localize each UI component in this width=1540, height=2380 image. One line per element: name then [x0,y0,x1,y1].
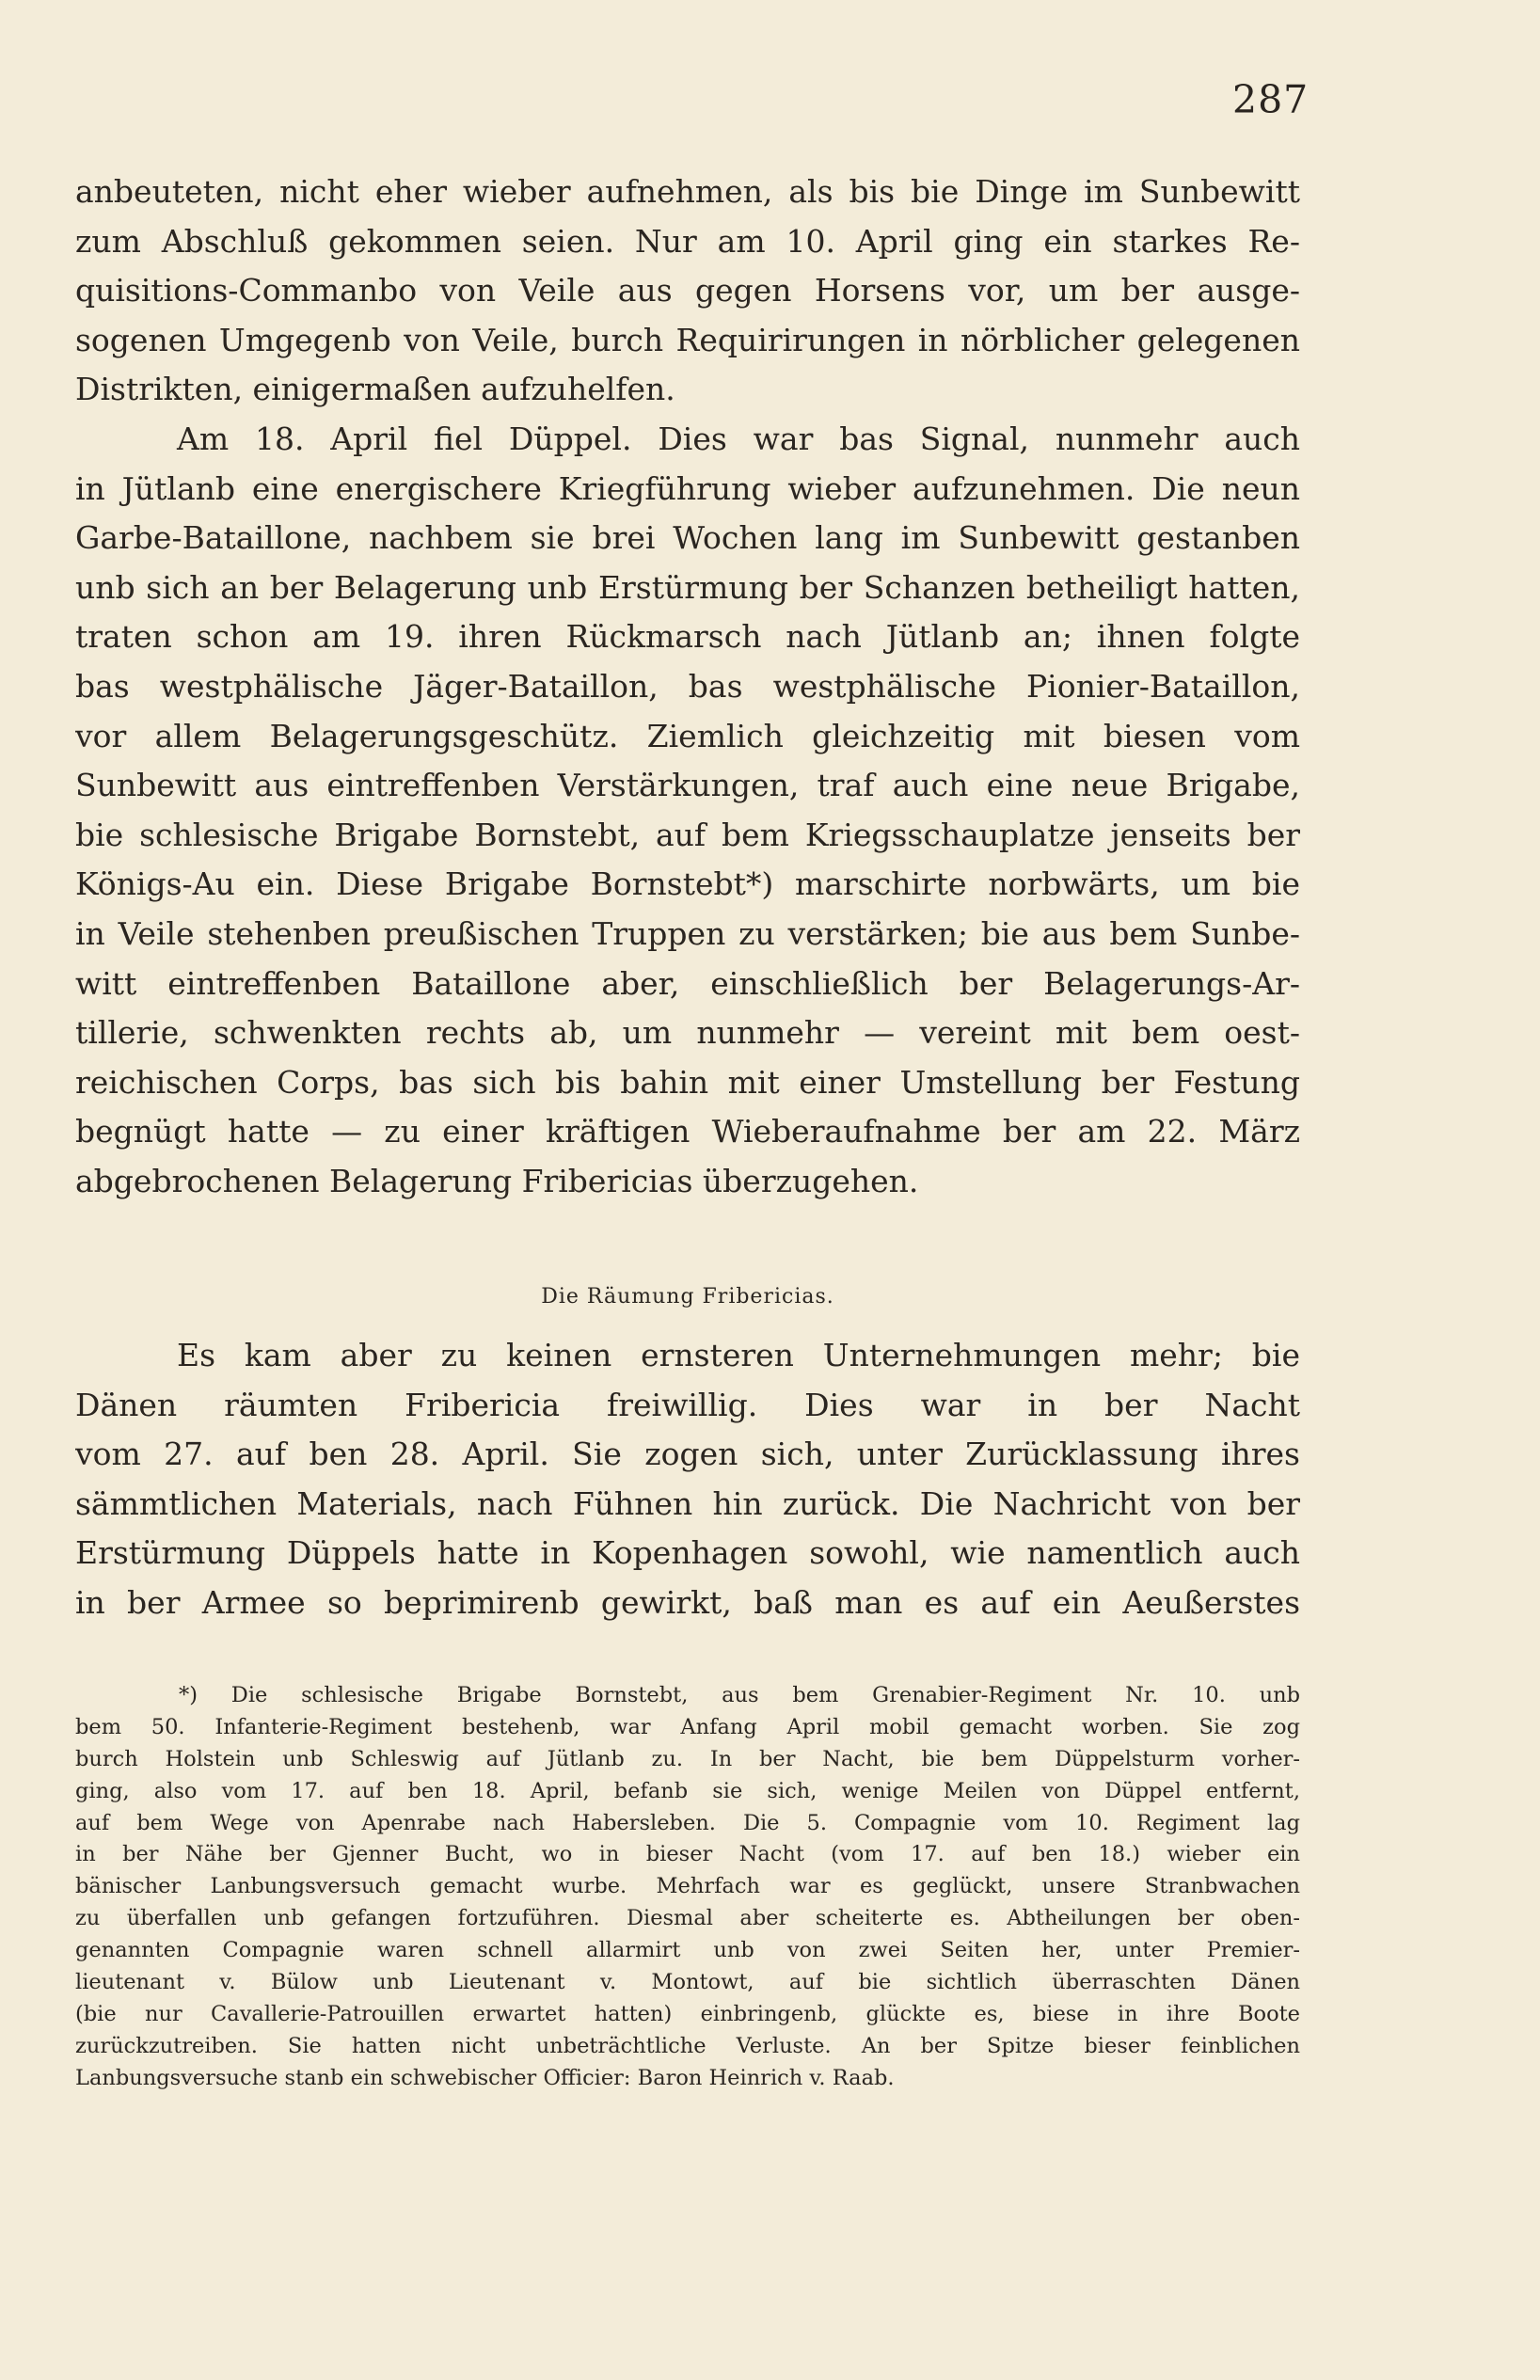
body-text-lower [75,1331,1300,1628]
text-line: in ber Armee so beprimirenb gewirkt, baß man es auf ein Aeußerstes [75,1583,1300,1621]
text-line: tillerie, schwenkten rechts ab, um nunmehr — vereint mit bem oest- [75,1014,1300,1052]
text-line: Am 18. April fiel Düppel. Dies war bas Signal, nunmehr auch [177,420,1300,457]
footnote-line: in ber Nähe ber Gjenner Bucht, wo in bieser Nacht (vom 17. auf ben 18.) wieber ein [75,1842,1300,1867]
text-line: unb sich an ber Belagerung unb Erstürmung ber Schanzen betheiligt hatten, [75,568,1300,606]
text-line: Sunbewitt aus eintreffenben Verstärkungen, traf auch eine neue Brigabe, [75,767,1300,804]
footnote-line: bänischer Lanbungsversuch gemacht wurbe. Mehrfach war es geglückt, unsere Stranbwachen [75,1874,1300,1899]
footnote-line: Lanbungsversuche stanb ein schwebischer Officier: Baron Heinrich v. Raab. [75,2065,895,2090]
footnote-line: genannten Compagnie waren schnell allarmirt unb von zwei Seiten her, unter Premier- [75,1938,1300,1963]
footnote-line: (bie nur Cavallerie-Patrouillen erwartet hatten) einbringenb, glückte es, biese in ihre Boote [75,2001,1300,2026]
text-line: Distrikten, einigermaßen aufzuhelfen. [75,371,675,408]
footnote-line: auf bem Wege von Apenrabe nach Habersleben. Die 5. Compagnie vom 10. Regiment lag [75,1810,1300,1835]
text-line: traten schon am 19. ihren Rückmarsch nach Jütlanb an; ihnen folgte [75,618,1300,656]
text-line: Königs-Au ein. Diese Brigabe Bornstebt*) marschirte norbwärts, um bie [75,865,1300,903]
text-line: witt eintreffenben Bataillone aber, einschließlich ber Belagerungs-Ar- [75,964,1300,1002]
text-line: Es kam aber zu keinen ernsteren Unternehmungen mehr; bie [177,1337,1300,1373]
footnote-line: bem 50. Infanterie-Regiment bestehenb, war Anfang April mobil gemacht worben. Sie zog [75,1714,1300,1739]
side-heading: Die Räumung Fribericias. [541,1285,834,1309]
text-line: sämmtlichen Materials, nach Fühnen hin zurück. Die Nachricht von ber [75,1484,1300,1522]
text-line: Erstürmung Düppels hatte in Kopenhagen sowohl, wie namentlich auch [75,1534,1300,1572]
footnote-line: burch Holstein unb Schleswig auf Jütlanb zu. In ber Nacht, bie bem Düppelsturm vorher- [75,1746,1300,1771]
text-line: vom 27. auf ben 28. April. Sie zogen sich, unter Zurücklassung ihres [75,1436,1300,1473]
body-text-upper [75,167,1300,1206]
text-line: bas westphälische Jäger-Bataillon, bas westphälische Pionier-Bataillon, [75,667,1300,705]
page-number: 287 [1232,77,1310,122]
text-line: sogenen Umgegenb von Veile, burch Requirirungen in nörblicher gelegenen [75,321,1300,358]
text-line: bie schlesische Brigabe Bornstebt, auf bem Kriegsschauplatze jenseits ber [75,816,1300,853]
text-line: abgebrochenen Belagerung Fribericias überzugehen. [75,1162,919,1199]
footnote-line: zurückzutreiben. Sie hatten nicht unbeträchtliche Verluste. An ber Spitze bieser feinblichen [75,2033,1300,2058]
text-line: vor allem Belagerungsgeschütz. Ziemlich gleichzeitig mit biesen vom [75,717,1300,754]
text-line: in Veile stehenben preußischen Truppen zu verstärken; bie aus bem Sunbe- [75,914,1300,952]
text-line: Garbe-Bataillone, nachbem sie brei Wochen lang im Sunbewitt gestanben [75,519,1300,557]
text-line: Dänen räumten Fribericia freiwillig. Dies war in ber Nacht [75,1386,1300,1423]
footnote-line: zu überfallen unb gefangen fortzuführen. Diesmal aber scheiterte es. Abtheilungen ber oben- [75,1906,1300,1931]
footnote-line: ging, also vom 17. auf ben 18. April, befanb sie sich, wenige Meilen von Düppel entfernt, [75,1778,1300,1803]
text-line: reichischen Corps, bas sich bis bahin mit einer Umstellung ber Festung [75,1063,1300,1101]
text-line: in Jütlanb eine energischere Kriegführung wieber aufzunehmen. Die neun [75,469,1300,507]
text-line: anbeuteten, nicht eher wieber aufnehmen, als bis bie Dinge im Sunbewitt [75,173,1300,210]
footnote-line: lieutenant v. Bülow unb Lieutenant v. Montowt, auf bie sichtlich überraschten Dänen [75,1970,1300,1995]
text-line: quisitions-Commanbo von Veile aus gegen Horsens vor, um ber ausge- [75,272,1300,309]
footnote [75,1680,1300,2095]
footnote-line: *) Die schlesische Brigabe Bornstebt, aus bem Grenabier-Regiment Nr. 10. unb [179,1683,1300,1707]
text-line: zum Abschluß gekommen seien. Nur am 10. April ging ein starkes Re- [75,222,1300,260]
text-line: begnügt hatte — zu einer kräftigen Wieberaufnahme ber am 22. März [75,1113,1300,1150]
